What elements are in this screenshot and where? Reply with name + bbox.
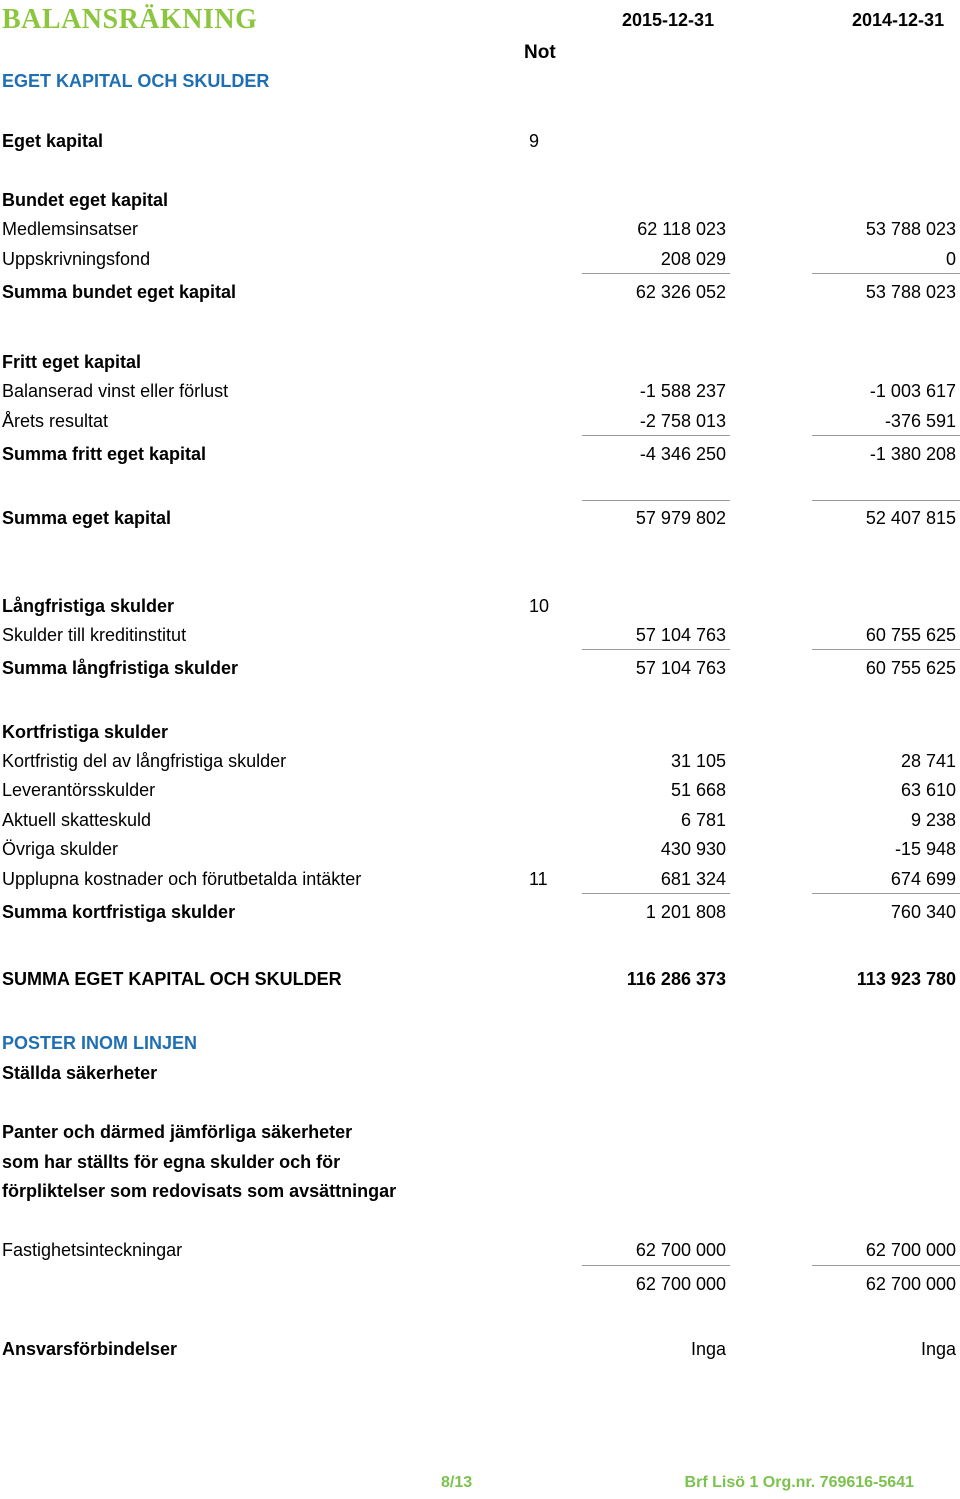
- sum-label: Summa långfristiga skulder: [2, 658, 239, 678]
- sum-value-2015: 62 326 052: [635, 282, 726, 302]
- row-label: Fastighetsinteckningar: [2, 1240, 183, 1260]
- column-header-not: Not: [524, 42, 556, 63]
- sum-rule: [812, 500, 960, 501]
- kortfristiga-heading: Kortfristiga skulder: [2, 722, 169, 742]
- row-label: Medlemsinsatser: [2, 219, 139, 239]
- total-label: SUMMA EGET KAPITAL OCH SKULDER: [2, 969, 342, 989]
- row-value-2015: 62 700 000: [635, 1240, 726, 1260]
- row-value-2014: 60 755 625: [865, 625, 956, 645]
- sum-value-2014: 53 788 023: [865, 282, 956, 302]
- row-value-2015: 208 029: [660, 249, 726, 269]
- sum-value-2015: -4 346 250: [639, 444, 726, 464]
- row-value-2014: -15 948: [894, 839, 956, 859]
- row-label: Aktuell skatteskuld: [2, 810, 152, 830]
- row-label: Årets resultat: [2, 411, 109, 431]
- sum-value-2014: 760 340: [890, 902, 956, 922]
- row-label: Balanserad vinst eller förlust: [2, 381, 229, 401]
- page-title: BALANSRÄKNING: [2, 4, 258, 35]
- ansvar-value-2014: Inga: [920, 1339, 956, 1359]
- row-value-2014: 53 788 023: [865, 219, 956, 239]
- row-label: Leverantörsskulder: [2, 780, 156, 800]
- stallda-heading: Ställda säkerheter: [2, 1063, 158, 1083]
- langfristiga-not: 10: [529, 596, 550, 616]
- sum-label: Summa kortfristiga skulder: [2, 902, 236, 922]
- fritt-heading: Fritt eget kapital: [2, 352, 142, 372]
- sum-label: Summa bundet eget kapital: [2, 282, 237, 302]
- langfristiga-heading: Långfristiga skulder: [2, 596, 175, 616]
- row-value-2015: 62 118 023: [637, 219, 726, 239]
- column-header-2015: 2015-12-31: [622, 10, 715, 30]
- row-value-2015: 430 930: [660, 839, 726, 859]
- row-value-2014: 63 610: [900, 780, 956, 800]
- panter-line: Panter och därmed jämförliga säkerheter: [2, 1122, 353, 1142]
- eget-kapital-heading: Eget kapital: [2, 131, 104, 151]
- row-value-2015: -2 758 013: [639, 411, 726, 431]
- sum-rule: [582, 649, 730, 650]
- row-label: Uppskrivningsfond: [2, 249, 151, 269]
- row-label: Övriga skulder: [2, 839, 119, 859]
- sum-value-2015: 57 104 763: [635, 658, 726, 678]
- sum-rule: [582, 893, 730, 894]
- panter-line: som har ställts för egna skulder och för: [2, 1152, 341, 1172]
- sum-rule: [582, 273, 730, 274]
- sum-value-2015: 1 201 808: [645, 902, 726, 922]
- row-value-2014: -376 591: [884, 411, 956, 431]
- total-value-2015: 116 286 373: [626, 969, 726, 989]
- sum-rule: [812, 1265, 960, 1266]
- row-label: Skulder till kreditinstitut: [2, 625, 187, 645]
- total-value-2014: 113 923 780: [856, 969, 956, 989]
- sum-value-2014: 60 755 625: [865, 658, 956, 678]
- ansvar-value-2015: Inga: [690, 1339, 726, 1359]
- row-label: Upplupna kostnader och förutbetalda intäkter: [2, 869, 362, 889]
- sum-rule: [582, 435, 730, 436]
- ansvar-label: Ansvarsförbindelser: [2, 1339, 178, 1359]
- page-number: 8/13: [441, 1474, 473, 1491]
- sum-value-2015: 57 979 802: [635, 508, 726, 528]
- poster-heading: POSTER INOM LINJEN: [2, 1033, 198, 1053]
- sum-value-2014: 62 700 000: [865, 1274, 956, 1294]
- org-number: Brf Lisö 1 Org.nr. 769616-5641: [684, 1474, 914, 1491]
- row-value-2015: -1 588 237: [639, 381, 726, 401]
- bundet-heading: Bundet eget kapital: [2, 190, 169, 210]
- eget-kapital-not: 9: [529, 131, 540, 151]
- row-label: Kortfristig del av långfristiga skulder: [2, 751, 287, 771]
- sum-rule: [812, 435, 960, 436]
- row-value-2015: 6 781: [680, 810, 726, 830]
- sum-rule: [582, 1265, 730, 1266]
- section-heading: EGET KAPITAL OCH SKULDER: [2, 71, 270, 91]
- sum-rule: [582, 500, 730, 501]
- row-value-2014: 9 238: [910, 810, 956, 830]
- row-value-2014: 674 699: [890, 869, 956, 889]
- row-not: 11: [529, 869, 548, 889]
- row-value-2015: 57 104 763: [635, 625, 726, 645]
- row-value-2014: 62 700 000: [865, 1240, 956, 1260]
- row-value-2015: 31 105: [670, 751, 726, 771]
- column-header-2014: 2014-12-31: [852, 10, 945, 30]
- sum-value-2015: 62 700 000: [635, 1274, 726, 1294]
- row-value-2014: -1 003 617: [869, 381, 956, 401]
- sum-label: Summa eget kapital: [2, 508, 172, 528]
- row-value-2015: 51 668: [670, 780, 726, 800]
- sum-rule: [812, 273, 960, 274]
- sum-label: Summa fritt eget kapital: [2, 444, 207, 464]
- row-value-2015: 681 324: [660, 869, 726, 889]
- panter-line: förpliktelser som redovisats som avsättningar: [2, 1181, 397, 1201]
- sum-rule: [812, 893, 960, 894]
- row-value-2014: 0: [945, 249, 956, 269]
- sum-value-2014: 52 407 815: [865, 508, 956, 528]
- sum-rule: [812, 649, 960, 650]
- sum-value-2014: -1 380 208: [869, 444, 956, 464]
- row-value-2014: 28 741: [900, 751, 956, 771]
